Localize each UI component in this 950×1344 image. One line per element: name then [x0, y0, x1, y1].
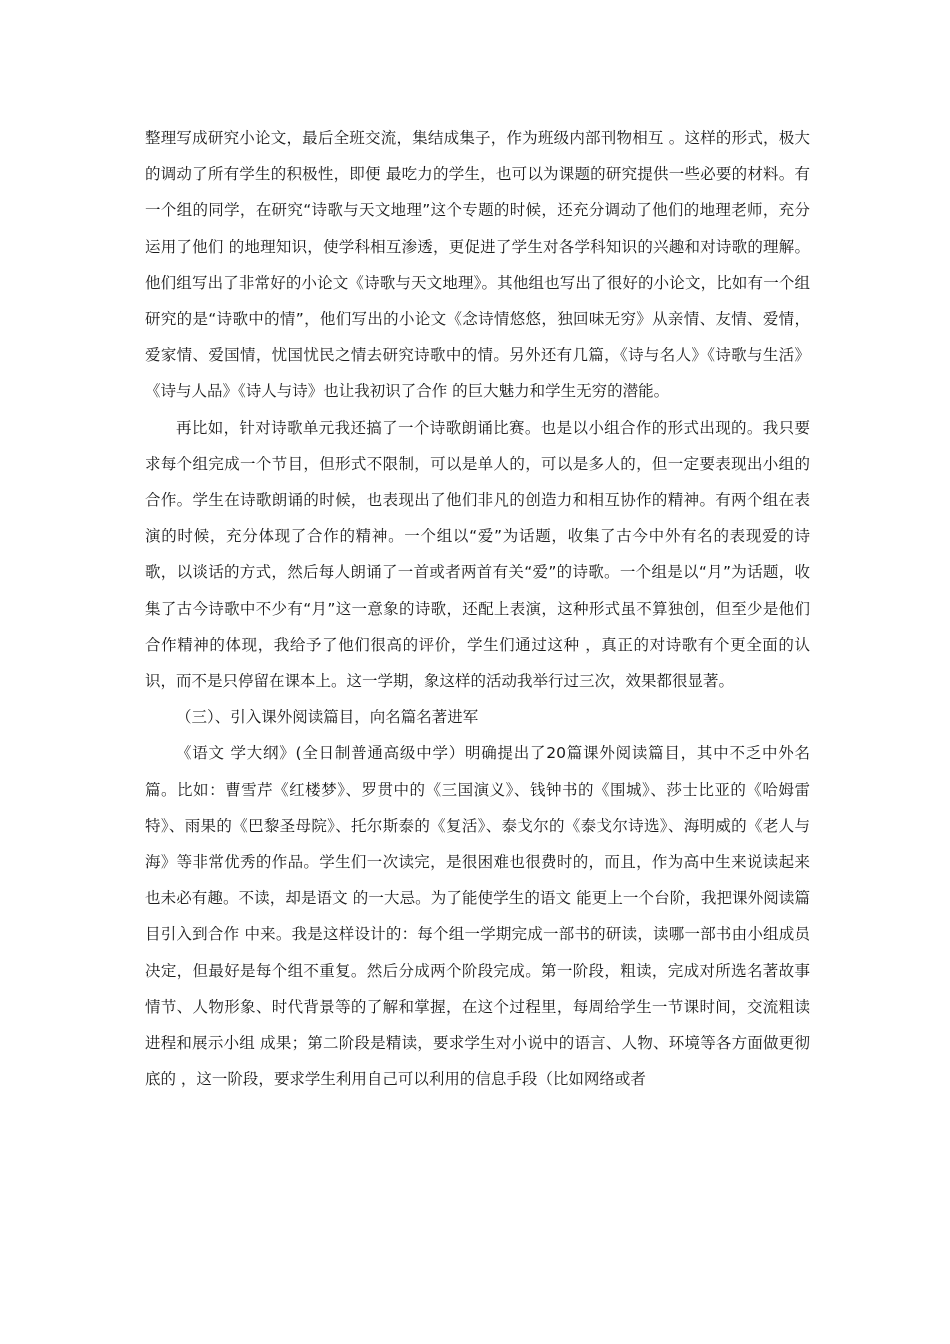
paragraph-continuation: 整理写成研究小论文，最后全班交流，集结成集子，作为班级内部刊物相互 。这样的形式，极大的调动了所有学生的积极性，即便 最吃力的学生，也可以为课题的研究提供一些必要的材料。有一个组的同学，在研究“诗歌与天文地理”这个专题的时候，还充分调动了他们的地理老师，充分运用了他们 的地理知识，使学科相互渗透，更促进了学生对各学科知识的兴趣和对诗歌的理解。他们组写出了非常好的小论文《诗歌与天文地理》。其他组也写出了很好的小论文，比如有一个组研究的是“诗歌中的情”，他们写出的小论文《念诗情悠悠，独回味无穷》从亲情、友情、爱情，爱家情、爱国情，忧国忧民之情去研究诗歌中的情。另外还有几篇，《诗与名人》《诗歌与生活》《诗与人品》《诗人与诗》也让我初识了合作 的巨大魅力和学生无穷的潜能。 — [145, 129, 810, 401]
paragraph-extracurricular-reading: 《语文 学大纲》(全日制普通高级中学）明确提出了20篇课外阅读篇目，其中不乏中外名篇。比如：曹雪芹《红楼梦》、罗贯中的《三国演义》、钱钟书的《围城》、莎士比亚的《哈姆雷特》、雨果的《巴黎圣母院》、托尔斯泰的《复活》、泰戈尔的《泰戈尔诗选》、海明威的《老人与海》等非常优秀的作品。学生们一次读完，是很困难也很费时的，而且，作为高中生来说读起来也未必有趣。不读，却是语文 的一大忌。为了能使学生的语文 能更上一个台阶，我把课外阅读篇目引入到合作 中来。我是这样设计的：每个组一学期完成一部书的研读，读哪一部书由小组成员决定，但最好是每个组不重复。然后分成两个阶段完成。第一阶段，粗读，完成对所选名著故事情节、人物形象、时代背景等的了解和掌握，在这个过程里，每周给学生一节课时间，交流粗读进程和展示小组 成果；第二阶段是精读，要求学生对小说中的语言、人物、环境等各方面做更彻底的 ，这一阶段，要求学生利用自己可以利用的信息手段（比如网络或者 — [145, 744, 810, 1089]
paragraph-recitation-contest: 再比如，针对诗歌单元我还搞了一个诗歌朗诵比赛。也是以小组合作的形式出现的。我只要求每个组完成一个节目，但形式不限制，可以是单人的，可以是多人的，但一定要表现出小组的合作。学生在诗歌朗诵的时候，也表现出了他们非凡的创造力和相互协作的精神。有两个组在表演的时候，充分体现了合作的精神。一个组以“爱”为话题，收集了古今中外有名的表现爱的诗歌，以谈话的方式，然后每人朗诵了一首或者两首有关“爱”的诗歌。一个组是以“月”为话题，收集了古今诗歌中不少有“月”这一意象的诗歌，还配上表演，这种形式虽不算独创，但至少是他们合作精神的体现，我给予了他们很高的评价，学生们通过这种 ，真正的对诗歌有个更全面的认识，而不是只停留在课本上。这一学期，象这样的活动我举行过三次，效果都很显著。 — [145, 418, 810, 691]
document-body — [145, 120, 810, 1097]
section-heading: （三）、引入课外阅读篇目，向名篇名著进军 — [176, 708, 479, 727]
